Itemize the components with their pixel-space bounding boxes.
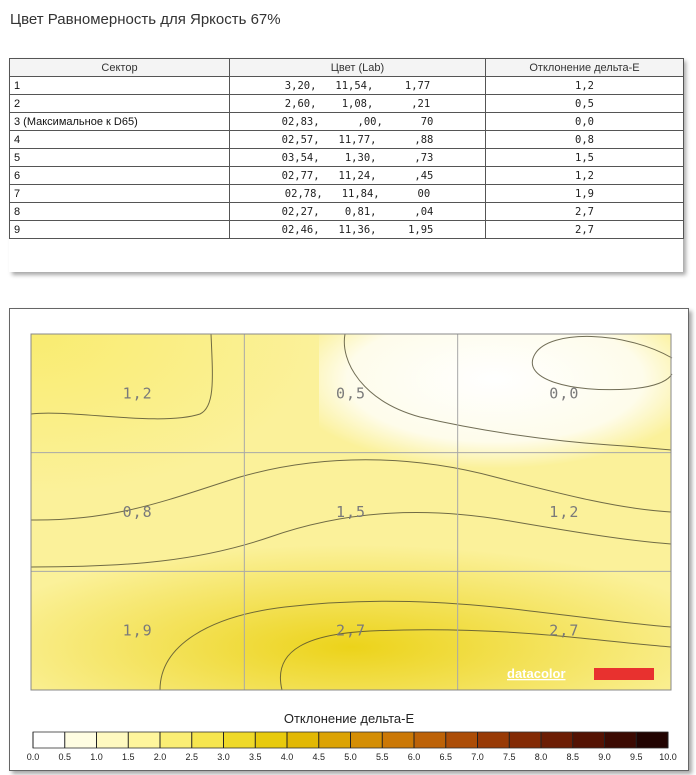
scale-tick-label: 7.0: [471, 752, 484, 762]
scale-swatch: [97, 732, 129, 748]
cell-value-label: 1,2: [122, 384, 153, 403]
uniformity-heatmap-svg: [10, 309, 688, 770]
scale-tick-label: 3.0: [217, 752, 230, 762]
scale-tick-label: 9.5: [629, 752, 643, 762]
sector-table: [9, 58, 684, 239]
datacolor-logo-bar: [594, 668, 654, 680]
header-color-lab: Цвет (Lab): [230, 59, 486, 77]
lab-cell: 02,57, 11,77, ,88: [230, 131, 486, 149]
scale-swatch: [478, 732, 510, 748]
scale-tick-label: 6.5: [439, 752, 453, 762]
scale-tick-label: 8.5: [566, 752, 580, 762]
scale-tick-label: 2.5: [185, 752, 199, 762]
scale-swatch: [446, 732, 478, 748]
scale-tick-label: 3.5: [248, 752, 262, 762]
scale-swatch: [414, 732, 446, 748]
table-row: [10, 95, 684, 113]
table-row: [10, 77, 684, 95]
sector-cell: 4: [10, 131, 230, 149]
scale-swatch: [33, 732, 65, 748]
scale-swatch: [192, 732, 224, 748]
heatmap-shade-top-right: [319, 334, 671, 484]
table-header-row: [10, 59, 684, 77]
scale-swatch: [605, 732, 637, 748]
cell-value-label: 0,5: [335, 384, 367, 403]
heatmap-plot-area: [31, 334, 672, 690]
delta-e-cell: 1,2: [486, 167, 684, 185]
cell-value-label: 1,2: [549, 503, 580, 521]
delta-e-cell: 0,5: [486, 95, 684, 113]
datacolor-logo-text: datacolor: [507, 666, 566, 681]
scale-swatch: [255, 732, 287, 748]
scale-tick-label: 4.0: [280, 752, 294, 762]
lab-cell: 02,78, 11,84, 00: [230, 185, 486, 203]
scale-tick-label: 2.0: [153, 752, 167, 762]
scale-tick-label: 8.0: [534, 752, 548, 762]
scale-tick-label: 5.5: [375, 752, 389, 762]
uniformity-chart: [9, 308, 689, 771]
lab-cell: 02,83, ,00, 70: [230, 113, 486, 131]
scale-tick-label: 4.5: [312, 752, 326, 762]
header-sector: Сектор: [10, 59, 230, 77]
sector-cell: 5: [10, 149, 230, 167]
scale-swatch: [65, 732, 97, 748]
table-row: [10, 167, 684, 185]
table-row: [10, 149, 684, 167]
header-delta-e: Отклонение дельта-E: [486, 59, 684, 77]
sector-cell: 1: [10, 77, 230, 95]
scale-swatch: [160, 732, 192, 748]
delta-e-cell: 0,0: [486, 113, 684, 131]
sector-cell: 9: [10, 221, 230, 239]
scale-tick-label: 7.5: [502, 752, 516, 762]
delta-e-cell: 2,7: [486, 203, 684, 221]
lab-cell: 02,77, 11,24, ,45: [230, 167, 486, 185]
scale-swatch: [319, 732, 351, 748]
table-row: [10, 203, 684, 221]
delta-e-cell: 1,5: [486, 149, 684, 167]
table-row: [10, 131, 684, 149]
scale-tick-label: 5.0: [344, 752, 357, 762]
cell-value-label: 2,7: [549, 621, 580, 640]
table-row: [10, 185, 684, 203]
delta-e-cell: 2,7: [486, 221, 684, 239]
scale-tick-label: 1.0: [90, 752, 103, 762]
scale-tick-label: 0.5: [58, 752, 72, 762]
scale-swatch: [573, 732, 605, 748]
scale-tick-label: 0.0: [26, 752, 40, 762]
sector-cell: 3 (Максимальное к D65): [10, 113, 230, 131]
delta-e-cell: 1,9: [486, 185, 684, 203]
scale-tick-label: 9.0: [598, 752, 611, 762]
scale-swatch: [287, 732, 319, 748]
scale-swatch: [636, 732, 668, 748]
sector-cell: 6: [10, 167, 230, 185]
lab-cell: 03,54, 1,30, ,73: [230, 149, 486, 167]
table-row: [10, 221, 684, 239]
delta-e-scale-legend: [27, 711, 677, 762]
cell-value-label: 1,5: [335, 503, 367, 521]
scale-tick-label: 10.0: [659, 752, 677, 762]
cell-value-label: 1,9: [122, 621, 153, 640]
heatmap-shade-bottom: [31, 519, 671, 690]
delta-e-cell: 1,2: [486, 77, 684, 95]
sector-cell: 7: [10, 185, 230, 203]
legend-title: Отклонение дельта-E: [283, 711, 415, 726]
sector-cell: 2: [10, 95, 230, 113]
scale-swatch: [128, 732, 160, 748]
scale-swatch: [382, 732, 414, 748]
cell-value-label: 0,0: [549, 384, 580, 403]
lab-cell: 02,27, 0,81, ,04: [230, 203, 486, 221]
page-title: Цвет Равномерность для Яркость 67%: [10, 11, 281, 28]
cell-value-label: 0,8: [122, 503, 153, 521]
lab-cell: 3,20, 11,54, 1,77: [230, 77, 486, 95]
scale-swatch: [351, 732, 383, 748]
lab-cell: 02,46, 11,36, 1,95: [230, 221, 486, 239]
scale-swatch: [224, 732, 256, 748]
table-row: [10, 113, 684, 131]
lab-cell: 2,60, 1,08, ,21: [230, 95, 486, 113]
scale-tick-label: 6.0: [407, 752, 421, 762]
delta-e-cell: 0,8: [486, 131, 684, 149]
scale-tick-label: 1.5: [121, 752, 135, 762]
scale-swatch: [509, 732, 541, 748]
sector-cell: 8: [10, 203, 230, 221]
cell-value-label: 2,7: [335, 621, 367, 640]
sector-table-container: [9, 58, 683, 272]
scale-swatch: [541, 732, 573, 748]
